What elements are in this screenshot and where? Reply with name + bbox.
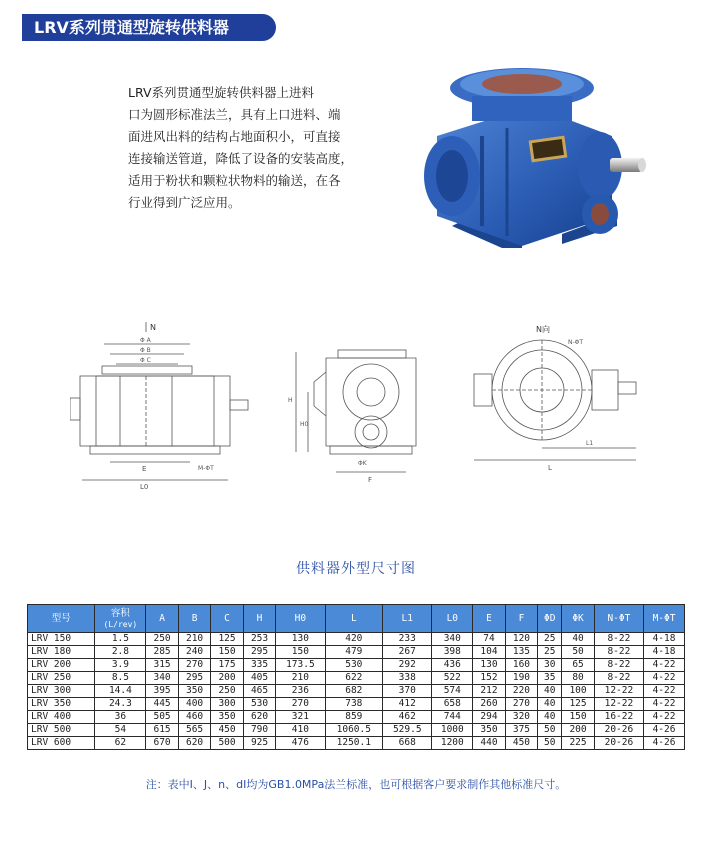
- table-cell: 50: [538, 737, 562, 750]
- side-view-drawing: [286, 322, 446, 497]
- label-f: F: [368, 476, 373, 484]
- model-cell: LRV 150: [28, 633, 95, 646]
- model-cell: LRV 200: [28, 659, 95, 672]
- table-cell: 104: [473, 646, 505, 659]
- column-header: [28, 605, 95, 633]
- table-cell: 790: [243, 724, 275, 737]
- column-header: [644, 605, 685, 633]
- column-header-text: 容积: [110, 607, 130, 619]
- table-cell: 395: [146, 685, 178, 698]
- table-cell: 668: [383, 737, 432, 750]
- table-cell: 338: [383, 672, 432, 685]
- table-cell: 212: [473, 685, 505, 698]
- table-cell: 125: [211, 633, 243, 646]
- table-cell: 450: [505, 737, 537, 750]
- column-header: [538, 605, 562, 633]
- table-cell: 1000: [432, 724, 473, 737]
- label-phi-c: Φ C: [140, 357, 151, 364]
- table-cell: 340: [432, 633, 473, 646]
- table-row: [28, 698, 685, 711]
- label-phi-a: Φ A: [140, 337, 151, 344]
- table-cell: 267: [383, 646, 432, 659]
- label-l: L: [548, 464, 552, 472]
- column-header: [505, 605, 537, 633]
- table-cell: 65: [562, 659, 594, 672]
- table-cell: 4-18: [644, 646, 685, 659]
- table-row: [28, 633, 685, 646]
- column-header-text: F: [518, 613, 525, 624]
- table-cell: 658: [432, 698, 473, 711]
- table-cell: 40: [562, 633, 594, 646]
- table-cell: 4-22: [644, 672, 685, 685]
- table-cell: 8-22: [594, 646, 643, 659]
- table-cell: 350: [211, 711, 243, 724]
- intro-line: 口为圆形标准法兰，具有上口进料、端: [128, 107, 341, 122]
- table-cell: 20-26: [594, 724, 643, 737]
- label-e: E: [142, 465, 147, 473]
- table-cell: 335: [243, 659, 275, 672]
- table-cell: 450: [211, 724, 243, 737]
- column-header: [211, 605, 243, 633]
- table-cell: 530: [325, 659, 383, 672]
- table-cell: 445: [146, 698, 178, 711]
- model-cell: LRV 300: [28, 685, 95, 698]
- table-cell: 405: [243, 672, 275, 685]
- table-cell: 350: [473, 724, 505, 737]
- table-row: [28, 672, 685, 685]
- dimensions-table: [27, 604, 685, 750]
- column-header: [432, 605, 473, 633]
- table-cell: 4-18: [644, 633, 685, 646]
- model-cell: LRV 600: [28, 737, 95, 750]
- table-cell: 436: [432, 659, 473, 672]
- label-m-phi-t: M-ΦT: [198, 465, 214, 472]
- table-cell: 125: [562, 698, 594, 711]
- intro-line: 行业得到广泛应用。: [128, 195, 241, 210]
- table-cell: 460: [178, 711, 210, 724]
- table-cell: 1200: [432, 737, 473, 750]
- table-cell: 398: [432, 646, 473, 659]
- column-header-text: B: [191, 613, 198, 624]
- table-cell: 4-22: [644, 685, 685, 698]
- table-cell: 462: [383, 711, 432, 724]
- table-cell: 8.5: [95, 672, 146, 685]
- column-header: [325, 605, 383, 633]
- table-row: [28, 724, 685, 737]
- table-cell: 130: [276, 633, 325, 646]
- table-cell: 35: [538, 672, 562, 685]
- table-cell: 40: [538, 685, 562, 698]
- column-header: [473, 605, 505, 633]
- table-cell: 4-22: [644, 698, 685, 711]
- intro-paragraph: [128, 82, 360, 214]
- column-header: [243, 605, 275, 633]
- table-header-row: [28, 605, 685, 633]
- table-cell: 340: [146, 672, 178, 685]
- table-cell: 25: [538, 633, 562, 646]
- table-cell: 370: [383, 685, 432, 698]
- table-cell: 190: [505, 672, 537, 685]
- column-header-text: L: [350, 613, 357, 624]
- table-cell: 321: [276, 711, 325, 724]
- column-header: [178, 605, 210, 633]
- table-row: [28, 711, 685, 724]
- table-cell: 530: [243, 698, 275, 711]
- column-header-text: H0: [294, 613, 307, 624]
- table-cell: 295: [243, 646, 275, 659]
- rotary-feeder-photo: [412, 66, 652, 266]
- table-cell: 74: [473, 633, 505, 646]
- table-cell: 565: [178, 724, 210, 737]
- table-cell: 40: [538, 711, 562, 724]
- table-cell: 12-22: [594, 698, 643, 711]
- table-cell: 315: [146, 659, 178, 672]
- column-header-text: ΦD: [544, 613, 556, 624]
- column-header-text: 型号: [51, 613, 71, 624]
- footnote: 注：表中I、J、n、dI均为GB1.0MPa法兰标准，也可根据客户要求制作其他标准尺寸。: [145, 778, 567, 791]
- table-cell: 1.5: [95, 633, 146, 646]
- table-cell: 738: [325, 698, 383, 711]
- table-cell: 200: [211, 672, 243, 685]
- table-cell: 2.8: [95, 646, 146, 659]
- column-header: [383, 605, 432, 633]
- table-cell: 292: [383, 659, 432, 672]
- table-cell: 410: [276, 724, 325, 737]
- table-cell: 54: [95, 724, 146, 737]
- table-cell: 253: [243, 633, 275, 646]
- table-cell: 175: [211, 659, 243, 672]
- table-cell: 173.5: [276, 659, 325, 672]
- table-cell: 350: [178, 685, 210, 698]
- column-header-text: M-ΦT: [652, 613, 676, 624]
- table-cell: 925: [243, 737, 275, 750]
- table-cell: 270: [505, 698, 537, 711]
- front-view-drawing: [70, 322, 250, 497]
- table-cell: 285: [146, 646, 178, 659]
- table-cell: 36: [95, 711, 146, 724]
- table-cell: 615: [146, 724, 178, 737]
- table-cell: 500: [211, 737, 243, 750]
- table-cell: 50: [562, 646, 594, 659]
- table-cell: 465: [243, 685, 275, 698]
- column-header: [276, 605, 325, 633]
- table-cell: 12-22: [594, 685, 643, 698]
- table-cell: 30: [538, 659, 562, 672]
- column-header-text: E: [486, 613, 492, 624]
- top-view-drawing: [470, 322, 650, 497]
- table-cell: 4-26: [644, 737, 685, 750]
- intro-line: 连接输送管道，降低了设备的安装高度，: [128, 151, 354, 166]
- section-title-badge: [22, 14, 276, 41]
- label-n-phi-t: N-ΦT: [568, 339, 584, 346]
- table-cell: 80: [562, 672, 594, 685]
- table-cell: 250: [211, 685, 243, 698]
- intro-line: LRV系列贯通型旋转供料器上进料: [128, 85, 315, 100]
- table-cell: 620: [243, 711, 275, 724]
- label-n: N: [150, 323, 156, 332]
- table-cell: 250: [146, 633, 178, 646]
- column-header-text: (L/rev): [103, 619, 138, 629]
- table-cell: 20-26: [594, 737, 643, 750]
- intro-line: 适用于粉状和颗粒状物料的输送，在各: [128, 173, 341, 188]
- column-header: [594, 605, 643, 633]
- label-l0: L0: [140, 483, 149, 491]
- table-cell: 260: [473, 698, 505, 711]
- table-cell: 233: [383, 633, 432, 646]
- table-cell: 120: [505, 633, 537, 646]
- column-header-text: H: [256, 613, 263, 624]
- table-row: [28, 646, 685, 659]
- section-title: LRV系列贯通型旋转供料器: [34, 18, 229, 37]
- table-cell: 4-26: [644, 724, 685, 737]
- table-cell: 16-22: [594, 711, 643, 724]
- table-cell: 8-22: [594, 633, 643, 646]
- column-header: [562, 605, 594, 633]
- model-cell: LRV 500: [28, 724, 95, 737]
- column-header-text: C: [224, 613, 230, 624]
- table-cell: 160: [505, 659, 537, 672]
- column-header-text: N-ΦT: [607, 613, 631, 624]
- label-h0: H0: [300, 421, 309, 428]
- table-cell: 295: [178, 672, 210, 685]
- table-cell: 4-22: [644, 711, 685, 724]
- table-cell: 200: [562, 724, 594, 737]
- label-h: H: [288, 397, 293, 404]
- table-cell: 505: [146, 711, 178, 724]
- table-row: [28, 737, 685, 750]
- table-cell: 522: [432, 672, 473, 685]
- table-cell: 682: [325, 685, 383, 698]
- table-cell: 270: [178, 659, 210, 672]
- table-cell: 62: [95, 737, 146, 750]
- table-title: 供料器外型尺寸图: [296, 561, 416, 577]
- table-cell: 40: [538, 698, 562, 711]
- table-cell: 4-22: [644, 659, 685, 672]
- table-cell: 622: [325, 672, 383, 685]
- table-cell: 8-22: [594, 672, 643, 685]
- table-cell: 859: [325, 711, 383, 724]
- table-cell: 152: [473, 672, 505, 685]
- column-header: [95, 605, 146, 633]
- table-cell: 620: [178, 737, 210, 750]
- table-cell: 744: [432, 711, 473, 724]
- table-cell: 210: [178, 633, 210, 646]
- table-cell: 225: [562, 737, 594, 750]
- table-cell: 529.5: [383, 724, 432, 737]
- table-cell: 100: [562, 685, 594, 698]
- model-cell: LRV 250: [28, 672, 95, 685]
- table-cell: 150: [562, 711, 594, 724]
- table-cell: 130: [473, 659, 505, 672]
- table-cell: 240: [178, 646, 210, 659]
- column-header-text: L1: [401, 613, 413, 624]
- table-cell: 574: [432, 685, 473, 698]
- model-cell: LRV 400: [28, 711, 95, 724]
- table-cell: 25: [538, 646, 562, 659]
- table-cell: 24.3: [95, 698, 146, 711]
- label-n-view: N向: [536, 325, 550, 334]
- table-cell: 412: [383, 698, 432, 711]
- model-cell: LRV 180: [28, 646, 95, 659]
- table-cell: 420: [325, 633, 383, 646]
- table-cell: 236: [276, 685, 325, 698]
- model-cell: LRV 350: [28, 698, 95, 711]
- table-cell: 375: [505, 724, 537, 737]
- table-cell: 476: [276, 737, 325, 750]
- table-cell: 320: [505, 711, 537, 724]
- table-row: [28, 659, 685, 672]
- table-cell: 294: [473, 711, 505, 724]
- label-phi-k: ΦK: [358, 460, 367, 467]
- table-cell: 220: [505, 685, 537, 698]
- intro-line: 面进风出料的结构占地面积小，可直接: [128, 129, 341, 144]
- column-header: [146, 605, 178, 633]
- table-cell: 3.9: [95, 659, 146, 672]
- table-cell: 400: [178, 698, 210, 711]
- table-cell: 14.4: [95, 685, 146, 698]
- table-cell: 135: [505, 646, 537, 659]
- table-cell: 1250.1: [325, 737, 383, 750]
- table-cell: 210: [276, 672, 325, 685]
- table-cell: 8-22: [594, 659, 643, 672]
- label-l1: L1: [586, 440, 594, 447]
- table-cell: 440: [473, 737, 505, 750]
- table-cell: 479: [325, 646, 383, 659]
- column-header-text: L0: [446, 613, 459, 624]
- table-cell: 50: [538, 724, 562, 737]
- table-cell: 300: [211, 698, 243, 711]
- table-cell: 150: [276, 646, 325, 659]
- table-row: [28, 685, 685, 698]
- table-cell: 1060.5: [325, 724, 383, 737]
- column-header-text: ΦK: [572, 613, 584, 624]
- column-header-text: A: [159, 613, 165, 624]
- label-phi-b: Φ B: [140, 347, 151, 354]
- table-cell: 150: [211, 646, 243, 659]
- table-cell: 270: [276, 698, 325, 711]
- table-cell: 670: [146, 737, 178, 750]
